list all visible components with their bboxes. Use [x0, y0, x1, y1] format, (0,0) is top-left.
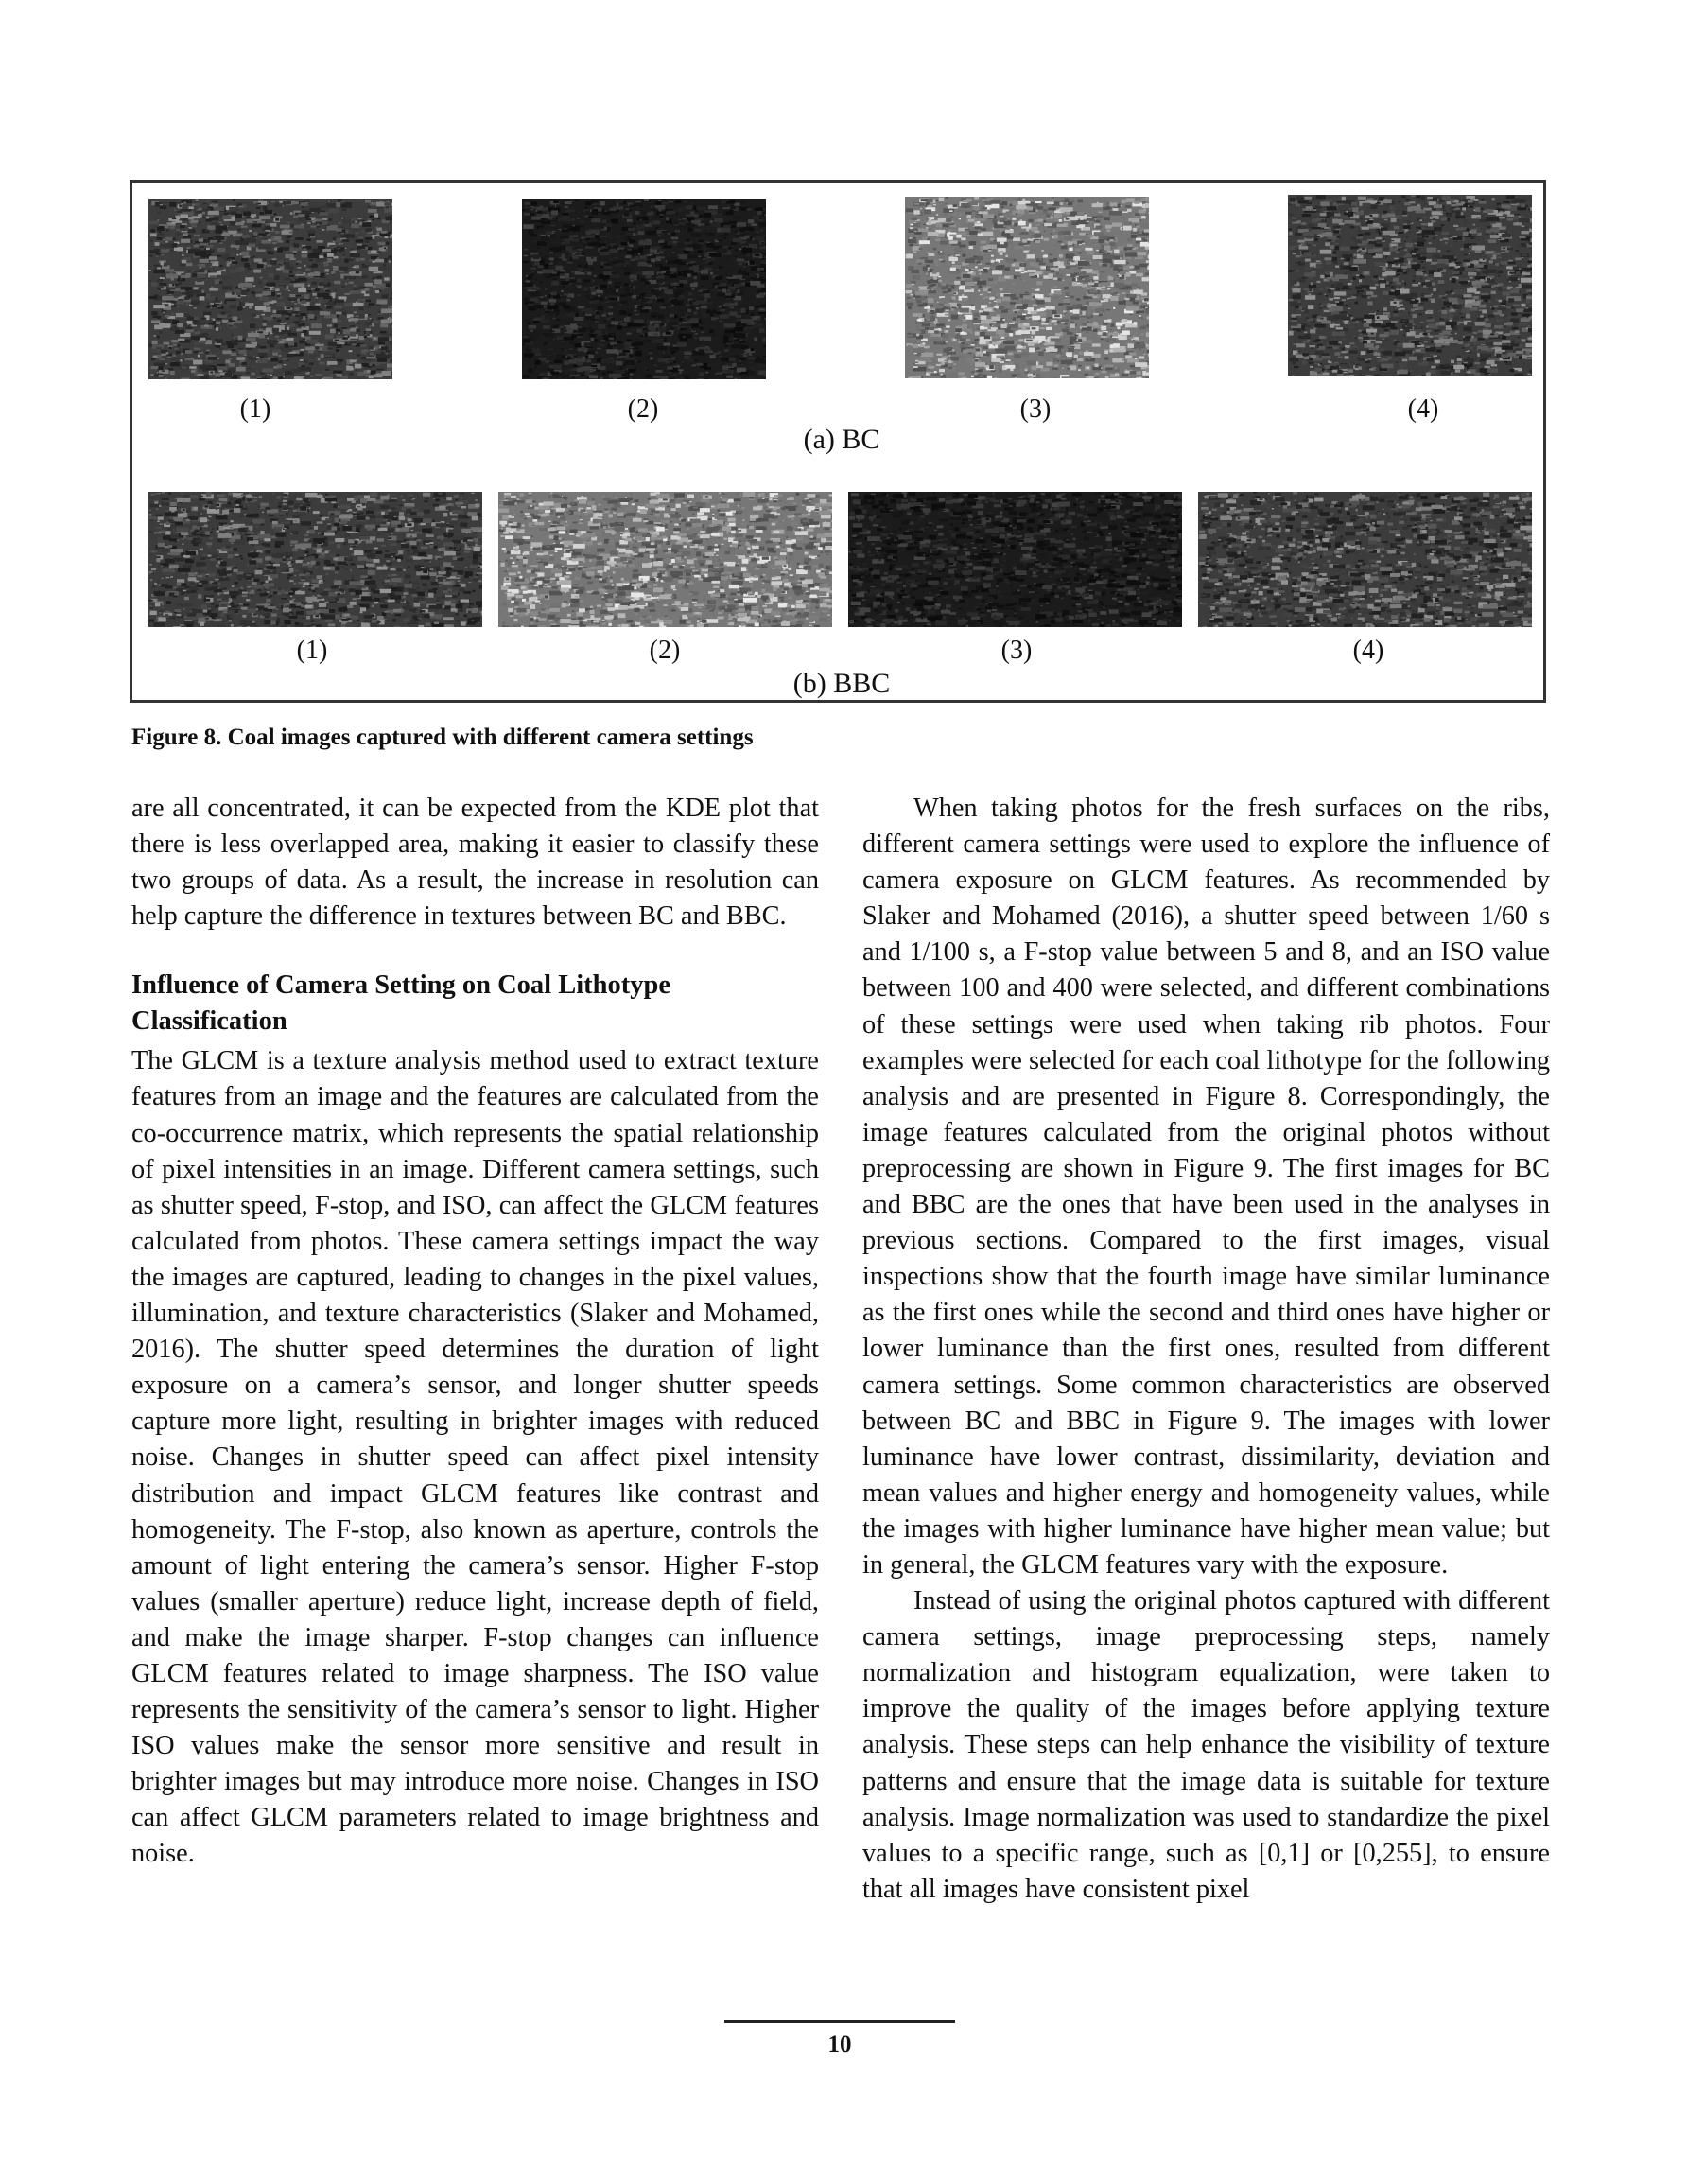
- figure-caption: Figure 8. Coal images captured with different camera settings: [131, 725, 754, 750]
- bc-photo-4: [1288, 195, 1532, 376]
- bbc-label-1: (1): [296, 636, 328, 665]
- bc-label-4: (4): [1407, 394, 1439, 424]
- bbc-label-2: (2): [649, 636, 681, 665]
- left-paragraph-2: The GLCM is a texture analysis method used to extract texture features from an image and the features are calculated from the co-occurrence matrix, which represents the spatial relationship of pixel intensities in an image. Different camera settings, such as shutter speed, F-stop, and ISO, can affect the GLCM features calculated from photos. These camera settings impact the way the images are captured, leading to changes in the pixel values, illumination, and texture characteristics (Slaker and Mohamed, 2016). The shutter speed determines the duration of light exposure on a camera’s sensor, and longer shutter speeds capture more light, resulting in brighter images with reduced noise. Changes in shutter speed can affect pixel intensity distribution and impact GLCM features like contrast and homogeneity. The F-stop, also known as aperture, controls the amount of light entering the camera’s sensor. Higher F-stop values (smaller aperture) reduce light, increase depth of field, and make the image sharper. F-stop changes can influence GLCM features related to image sharpness. The ISO value represents the sensitivity of the camera’s sensor to light. Higher ISO values make the sensor more sensitive and result in brighter images but may introduce more noise. Changes in ISO can affect GLCM parameters related to image brightness and noise.: [131, 1046, 819, 1869]
- section-heading: Influence of Camera Setting on Coal Lithotype Classification: [131, 970, 670, 1037]
- bbc-photo-4: [1198, 492, 1532, 627]
- bbc-label-3: (3): [1000, 636, 1033, 665]
- left-column: [131, 791, 819, 1873]
- bc-label-1: (1): [239, 394, 271, 424]
- page-number: 10: [827, 2032, 852, 2057]
- bbc-photo-1: [148, 492, 482, 627]
- bc-photo-1: [148, 199, 392, 379]
- right-paragraph-1: When taking photos for the fresh surfaces on the ribs, different camera settings were used to explore the influence of camera exposure on GLCM features. As recommended by Slaker and Mohamed (2016), a shutter speed between 1/60 s and 1/100 s, a F-stop value between 5 and 8, and an ISO value between 100 and 400 were selected, and different combinations of these settings were used when taking rib photos. Four examples were selected for each coal lithotype for the following analysis and are presented in Figure 8. Correspondingly, the image features calculated from the original photos without preprocessing are shown in Figure 9. The first images for BC and BBC are the ones that have been used in the analyses in previous sections. Compared to the first images, visual inspections show that the fourth image have similar luminance as the first ones while the second and third ones have higher or lower luminance than the first ones, resulted from different camera settings. Some common characteristics are observed between BC and BBC in Figure 9. The images with lower luminance have lower contrast, dissimilarity, deviation and mean values and higher energy and homogeneity values, while the images with higher luminance have higher mean value; but in general, the GLCM features vary with the exposure.: [862, 794, 1550, 1580]
- right-paragraph-2: Instead of using the original photos captured with different camera settings, image preprocessing steps, namely normalization and histogram equalization, were taken to improve the quality of the images before applying texture analysis. These steps can help enhance the visibility of texture patterns and ensure that the image data is suitable for texture analysis. Image normalization was used to standardize the pixel values to a specific range, such as [0,1] or [0,255], to ensure that all images have consistent pixel: [862, 1586, 1550, 1904]
- bc-photo-3: [905, 197, 1149, 378]
- bc-label-3: (3): [1019, 394, 1052, 424]
- bbc-photo-2: [498, 492, 832, 627]
- bbc-label-4: (4): [1352, 636, 1384, 665]
- right-column: [862, 791, 1550, 1908]
- bbc-group-label: (b) BBC: [792, 668, 891, 699]
- bc-photo-2: [522, 199, 766, 379]
- footer-rule: [724, 2020, 955, 2023]
- bc-group-label: (a) BC: [803, 424, 880, 455]
- left-paragraph-1: are all concentrated, it can be expected from the KDE plot that there is less overlapped area, making it easier to classify these two groups of data. As a result, the increase in resolution can help capture the difference in textures between BC and BBC.: [131, 794, 819, 932]
- bc-label-2: (2): [627, 394, 659, 424]
- bbc-photo-3: [848, 492, 1182, 627]
- figure-8: [130, 180, 1546, 703]
